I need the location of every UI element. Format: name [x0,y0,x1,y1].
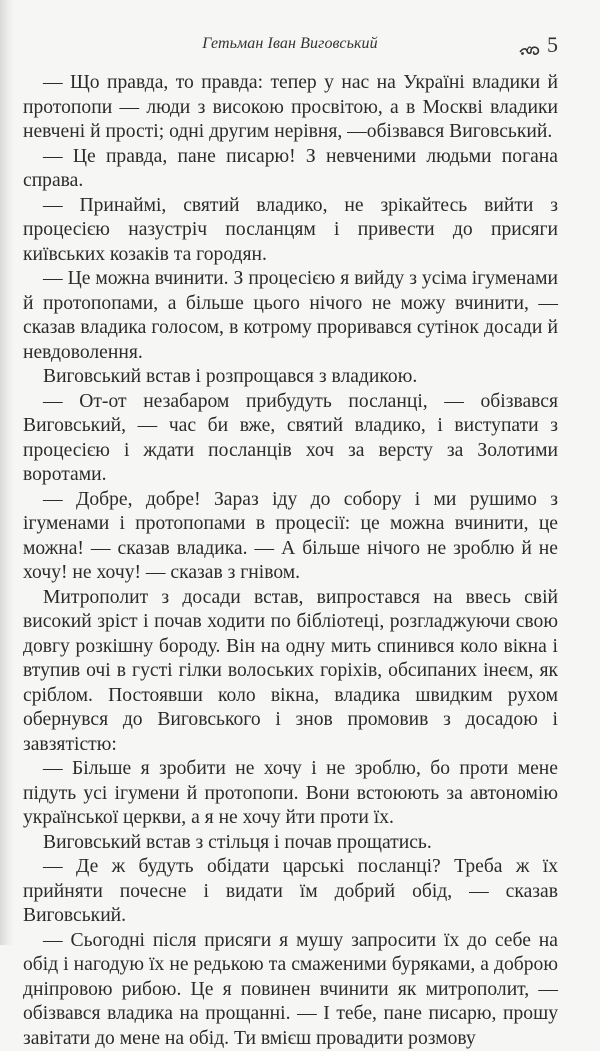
paragraph: — Де ж будуть обідати царські посланці? Треба ж їх прийняти почесне і видати їм добрий обід, — сказав Виговський. [23,855,558,929]
paragraph: — Сьогодні після присяги я мушу запросити їх до себе на обід і нагодую їх не редькою та смаженими буряками, а доброю дніпровою рибою. Це я повинен вчинити як митрополит, — обізвався владика на прощанні. — І тебе, пане писарю, прошу завітати до мене на обід. Ти вмієш провадити розмову [23,929,558,1051]
page-number: 5 [547,32,558,58]
running-header [0,32,600,58]
paragraph: — Більше я зробити не хочу і не зроблю, бо проти мене підуть усі ігумени й протопопи. Вони встоюють за автономію української церкви, а я не хочу йти проти їх. [23,757,558,831]
fleuron-icon [519,38,541,52]
paragraph: — Це правда, пане писарю! З невченими людьми погана справа. [23,145,558,194]
paragraph: — Що правда, то правда: тепер у нас на Україні владики й протопопи — люди з високою просвітою, а в Москві владики невчені й прості; одні другим нерівня, —обізвався Виговський. [23,71,558,145]
folio [519,32,558,58]
paragraph: Митрополит з досади встав, випростався на ввесь свій високий зріст і почав ходити по бібліотеці, розгладжуючи свою довгу розкішну бороду. Він на одну мить спинився коло вікна і втупив очі в густі гілки волоських горіхів, обсипаних інеєм, як сріблом. Постоявши коло вікна, владика швидким рухом обернувся до Виговського і знов промовив з досадою і завзятістю: [23,586,558,758]
paragraph: — Принаймі, святий владико, не зрікайтесь вийти з процесією назустріч посланцям і привести до присяги київських козаків та городян. [23,194,558,268]
paragraph: — От-от незабаром прибудуть посланці, — обізвався Виговський, — час би вже, святий владико, і виступати з процесією і ждати посланців хоч за версту за Золотими воротами. [23,390,558,488]
paragraph: Виговський встав і розпрощався з владикою. [23,365,558,390]
body-text [23,71,558,1051]
page-gutter-shadow [0,0,14,945]
running-title: Гетьман Іван Виговський [0,35,580,53]
paragraph: — Добре, добре! Зараз іду до собору і ми рушимо з ігуменами і протопопами в процесії: це можна вчинити, це можна! — сказав владика. — А більше нічого не зроблю й не хочу! не хочу! — сказав з гнівом. [23,488,558,586]
paragraph: Виговський встав з стільця і почав прощатись. [23,831,558,856]
paragraph: — Це можна вчинити. З процесією я вийду з усіма ігуменами й протопопами, а більше цього нічого не можу вчинити, — сказав владика голосом, в котрому проривався сутінок досади й невдоволення. [23,267,558,365]
